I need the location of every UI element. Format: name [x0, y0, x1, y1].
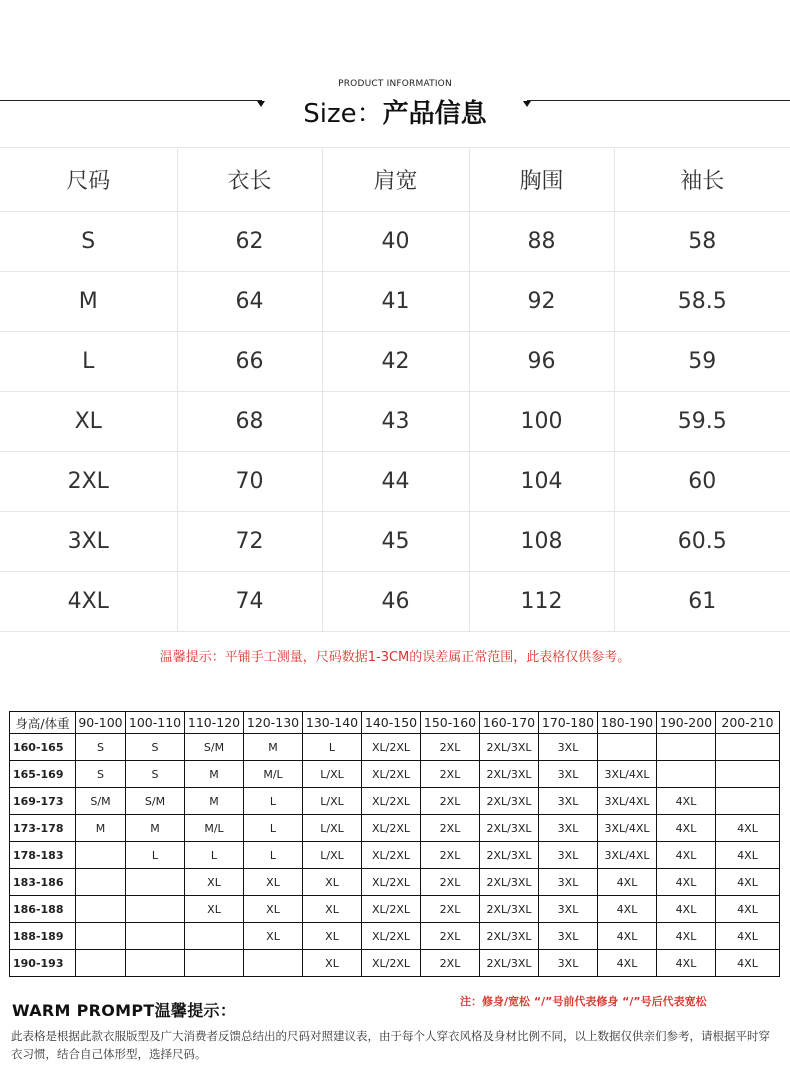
size-header-cell: 尺码 — [0, 148, 177, 212]
fit-cell: M — [76, 815, 126, 842]
fit-cell — [126, 896, 185, 923]
table-row — [10, 788, 780, 815]
fit-cell — [657, 761, 716, 788]
fit-cell: XL/2XL — [362, 950, 421, 977]
fit-cell: 2XL/3XL — [480, 950, 539, 977]
fit-header-cell: 200-210 — [716, 712, 780, 734]
size-cell: 70 — [177, 452, 322, 512]
fit-cell — [126, 950, 185, 977]
size-cell: 40 — [322, 212, 469, 272]
fit-cell: 4XL — [716, 869, 780, 896]
fit-table — [9, 711, 780, 977]
fit-cell: XL — [185, 896, 244, 923]
fit-cell: M — [185, 761, 244, 788]
table-row — [0, 512, 790, 572]
fit-cell: L — [126, 842, 185, 869]
size-cell: 68 — [177, 392, 322, 452]
size-cell: 104 — [469, 452, 614, 512]
fit-header-cell: 100-110 — [126, 712, 185, 734]
fit-cell: 4XL — [716, 842, 780, 869]
height-range-cell: 186-188 — [10, 896, 76, 923]
fit-cell: 2XL — [421, 896, 480, 923]
fit-cell: 4XL — [657, 842, 716, 869]
table-row — [10, 923, 780, 950]
fit-cell: S — [76, 734, 126, 761]
fit-cell: 3XL — [539, 950, 598, 977]
fit-cell: S/M — [185, 734, 244, 761]
fit-header-cell: 150-160 — [421, 712, 480, 734]
fit-cell: 4XL — [598, 896, 657, 923]
size-cell: 108 — [469, 512, 614, 572]
fit-cell — [716, 761, 780, 788]
fit-header-cell: 130-140 — [303, 712, 362, 734]
fit-cell: 2XL — [421, 761, 480, 788]
size-cell: 112 — [469, 572, 614, 632]
table-row — [0, 332, 790, 392]
fit-cell: M — [244, 734, 303, 761]
table-row — [10, 815, 780, 842]
size-cell: 58.5 — [614, 272, 790, 332]
fit-cell — [657, 734, 716, 761]
fit-cell: XL — [303, 896, 362, 923]
size-cell: 66 — [177, 332, 322, 392]
table-row — [0, 452, 790, 512]
size-header-cell: 衣长 — [177, 148, 322, 212]
fit-cell — [76, 923, 126, 950]
fit-cell: L/XL — [303, 842, 362, 869]
fit-cell: 2XL — [421, 734, 480, 761]
size-cell: 59.5 — [614, 392, 790, 452]
fit-cell — [76, 950, 126, 977]
fit-cell: S — [126, 761, 185, 788]
fit-cell: 4XL — [598, 923, 657, 950]
fit-cell — [185, 923, 244, 950]
fit-cell — [76, 869, 126, 896]
size-cell: 46 — [322, 572, 469, 632]
measurement-note: 温馨提示：平铺手工测量，尺码数据1-3CM的误差属正常范围，此表格仅供参考。 — [159, 650, 631, 665]
fit-cell: L — [244, 842, 303, 869]
size-cell: 45 — [322, 512, 469, 572]
fit-cell: XL — [303, 869, 362, 896]
fit-cell: 4XL — [657, 869, 716, 896]
fit-cell: 2XL — [421, 788, 480, 815]
table-row — [10, 761, 780, 788]
fit-cell: 2XL — [421, 842, 480, 869]
size-table — [0, 147, 790, 632]
fit-cell: S/M — [126, 788, 185, 815]
product-info-header — [0, 0, 790, 145]
fit-cell: 4XL — [716, 923, 780, 950]
fit-cell: 3XL/4XL — [598, 761, 657, 788]
fit-cell: 3XL — [539, 734, 598, 761]
size-cell: 72 — [177, 512, 322, 572]
title-cn: 产品信息 — [382, 99, 487, 129]
size-cell: 60 — [614, 452, 790, 512]
size-cell: 59 — [614, 332, 790, 392]
table-row — [0, 572, 790, 632]
fit-cell: XL — [244, 923, 303, 950]
fit-cell: 3XL/4XL — [598, 788, 657, 815]
height-range-cell: 178-183 — [10, 842, 76, 869]
height-range-cell: 165-169 — [10, 761, 76, 788]
fit-header-cell: 160-170 — [480, 712, 539, 734]
fit-cell: 4XL — [598, 869, 657, 896]
fit-cell: 2XL/3XL — [480, 896, 539, 923]
size-cell: 64 — [177, 272, 322, 332]
fit-cell: 3XL — [539, 842, 598, 869]
fit-cell: 3XL — [539, 896, 598, 923]
height-range-cell: 190-193 — [10, 950, 76, 977]
size-cell: 61 — [614, 572, 790, 632]
fit-cell: 3XL — [539, 923, 598, 950]
fit-cell: XL — [244, 896, 303, 923]
fit-header-cell: 110-120 — [185, 712, 244, 734]
fit-cell: 3XL — [539, 761, 598, 788]
height-range-cell: 188-189 — [10, 923, 76, 950]
fit-cell: 4XL — [657, 923, 716, 950]
fit-header-cell: 140-150 — [362, 712, 421, 734]
fit-cell: 4XL — [598, 950, 657, 977]
warm-prompt-title: WARM PROMPT温馨提示： — [12, 1001, 237, 1020]
fit-cell — [76, 842, 126, 869]
fit-cell: 2XL/3XL — [480, 734, 539, 761]
fit-cell: M — [126, 815, 185, 842]
fit-cell — [126, 869, 185, 896]
fit-cell — [244, 950, 303, 977]
size-cell: 96 — [469, 332, 614, 392]
fit-cell: M/L — [244, 761, 303, 788]
size-cell: 62 — [177, 212, 322, 272]
height-range-cell: 173-178 — [10, 815, 76, 842]
fit-cell: L/XL — [303, 815, 362, 842]
fit-cell: 4XL — [716, 950, 780, 977]
height-range-cell: 169-173 — [10, 788, 76, 815]
fit-cell: 2XL/3XL — [480, 923, 539, 950]
fit-cell — [716, 734, 780, 761]
size-cell: 43 — [322, 392, 469, 452]
fit-cell: XL/2XL — [362, 869, 421, 896]
fit-cell — [598, 734, 657, 761]
fit-cell — [126, 923, 185, 950]
size-cell: 4XL — [0, 572, 177, 632]
fit-cell: 2XL — [421, 923, 480, 950]
fit-cell: L — [244, 788, 303, 815]
fit-cell: M/L — [185, 815, 244, 842]
fit-cell: L/XL — [303, 761, 362, 788]
size-cell: 88 — [469, 212, 614, 272]
fit-cell: 2XL/3XL — [480, 869, 539, 896]
fit-cell — [716, 788, 780, 815]
table-row — [10, 896, 780, 923]
fit-cell: 4XL — [657, 950, 716, 977]
fit-header-cell: 170-180 — [539, 712, 598, 734]
fit-cell: 2XL — [421, 869, 480, 896]
warm-prompt-text: 此表格是根据此款衣服版型及广大消费者反馈总结出的尺码对照建议表，由于每个人穿衣风格及身材比例不同，以上数据仅供亲们参考，请根据平时穿衣习惯，结合自己体形型，选择尺码。 — [11, 1029, 770, 1061]
fit-cell: XL — [185, 869, 244, 896]
fit-cell: XL/2XL — [362, 842, 421, 869]
size-header-cell: 肩宽 — [322, 148, 469, 212]
fit-cell: L — [185, 842, 244, 869]
size-cell: XL — [0, 392, 177, 452]
fit-cell: M — [185, 788, 244, 815]
fit-cell: 4XL — [657, 896, 716, 923]
size-cell: 42 — [322, 332, 469, 392]
height-range-cell: 183-186 — [10, 869, 76, 896]
fit-cell: 2XL — [421, 950, 480, 977]
fit-header-cell: 90-100 — [76, 712, 126, 734]
fit-cell: XL/2XL — [362, 761, 421, 788]
fit-cell: 2XL/3XL — [480, 788, 539, 815]
fit-header-cell: 180-190 — [598, 712, 657, 734]
size-cell: 60.5 — [614, 512, 790, 572]
fit-cell: 2XL/3XL — [480, 815, 539, 842]
size-cell: 41 — [322, 272, 469, 332]
size-cell: 74 — [177, 572, 322, 632]
subtitle: PRODUCT INFORMATION — [338, 79, 452, 89]
fit-cell: XL/2XL — [362, 896, 421, 923]
size-cell: L — [0, 332, 177, 392]
fit-cell: XL — [244, 869, 303, 896]
table-row — [10, 950, 780, 977]
fit-cell: 2XL/3XL — [480, 842, 539, 869]
fit-cell: XL/2XL — [362, 815, 421, 842]
table-row — [10, 842, 780, 869]
fit-cell: S — [126, 734, 185, 761]
fit-cell: L/XL — [303, 788, 362, 815]
size-cell: 92 — [469, 272, 614, 332]
fit-cell: XL — [303, 950, 362, 977]
fit-style-note: 注：修身/宽松 “/”号前代表修身 “/”号后代表宽松 — [460, 995, 707, 1008]
fit-cell: XL/2XL — [362, 788, 421, 815]
size-header-cell: 袖长 — [614, 148, 790, 212]
fit-cell: XL — [303, 923, 362, 950]
height-range-cell: 160-165 — [10, 734, 76, 761]
fit-cell: 4XL — [657, 788, 716, 815]
fit-cell: XL/2XL — [362, 923, 421, 950]
size-table-header — [0, 148, 790, 212]
page-title — [0, 93, 790, 130]
fit-cell — [76, 896, 126, 923]
size-cell: 2XL — [0, 452, 177, 512]
fit-cell: 3XL/4XL — [598, 842, 657, 869]
fit-cell: L — [303, 734, 362, 761]
size-cell: 44 — [322, 452, 469, 512]
fit-cell: 4XL — [716, 896, 780, 923]
table-row — [0, 212, 790, 272]
fit-cell: 2XL/3XL — [480, 761, 539, 788]
fit-cell: L — [244, 815, 303, 842]
fit-cell: 2XL — [421, 815, 480, 842]
fit-cell: 3XL — [539, 815, 598, 842]
table-row — [10, 734, 780, 761]
size-cell: S — [0, 212, 177, 272]
size-cell: M — [0, 272, 177, 332]
fit-cell: 3XL — [539, 788, 598, 815]
size-header-cell: 胸围 — [469, 148, 614, 212]
fit-cell: XL/2XL — [362, 734, 421, 761]
fit-cell: S/M — [76, 788, 126, 815]
size-cell: 3XL — [0, 512, 177, 572]
fit-table-header — [10, 712, 780, 734]
table-row — [0, 272, 790, 332]
fit-cell: 4XL — [716, 815, 780, 842]
table-row — [10, 869, 780, 896]
fit-cell: 4XL — [657, 815, 716, 842]
title-en: Size： — [303, 99, 383, 129]
fit-cell: 3XL — [539, 869, 598, 896]
fit-header-cell: 190-200 — [657, 712, 716, 734]
fit-cell — [185, 950, 244, 977]
size-cell: 100 — [469, 392, 614, 452]
fit-cell: S — [76, 761, 126, 788]
size-cell: 58 — [614, 212, 790, 272]
fit-header-cell: 120-130 — [244, 712, 303, 734]
fit-header-cell: 身高/体重 — [10, 712, 76, 734]
table-row — [0, 392, 790, 452]
fit-cell: 3XL/4XL — [598, 815, 657, 842]
